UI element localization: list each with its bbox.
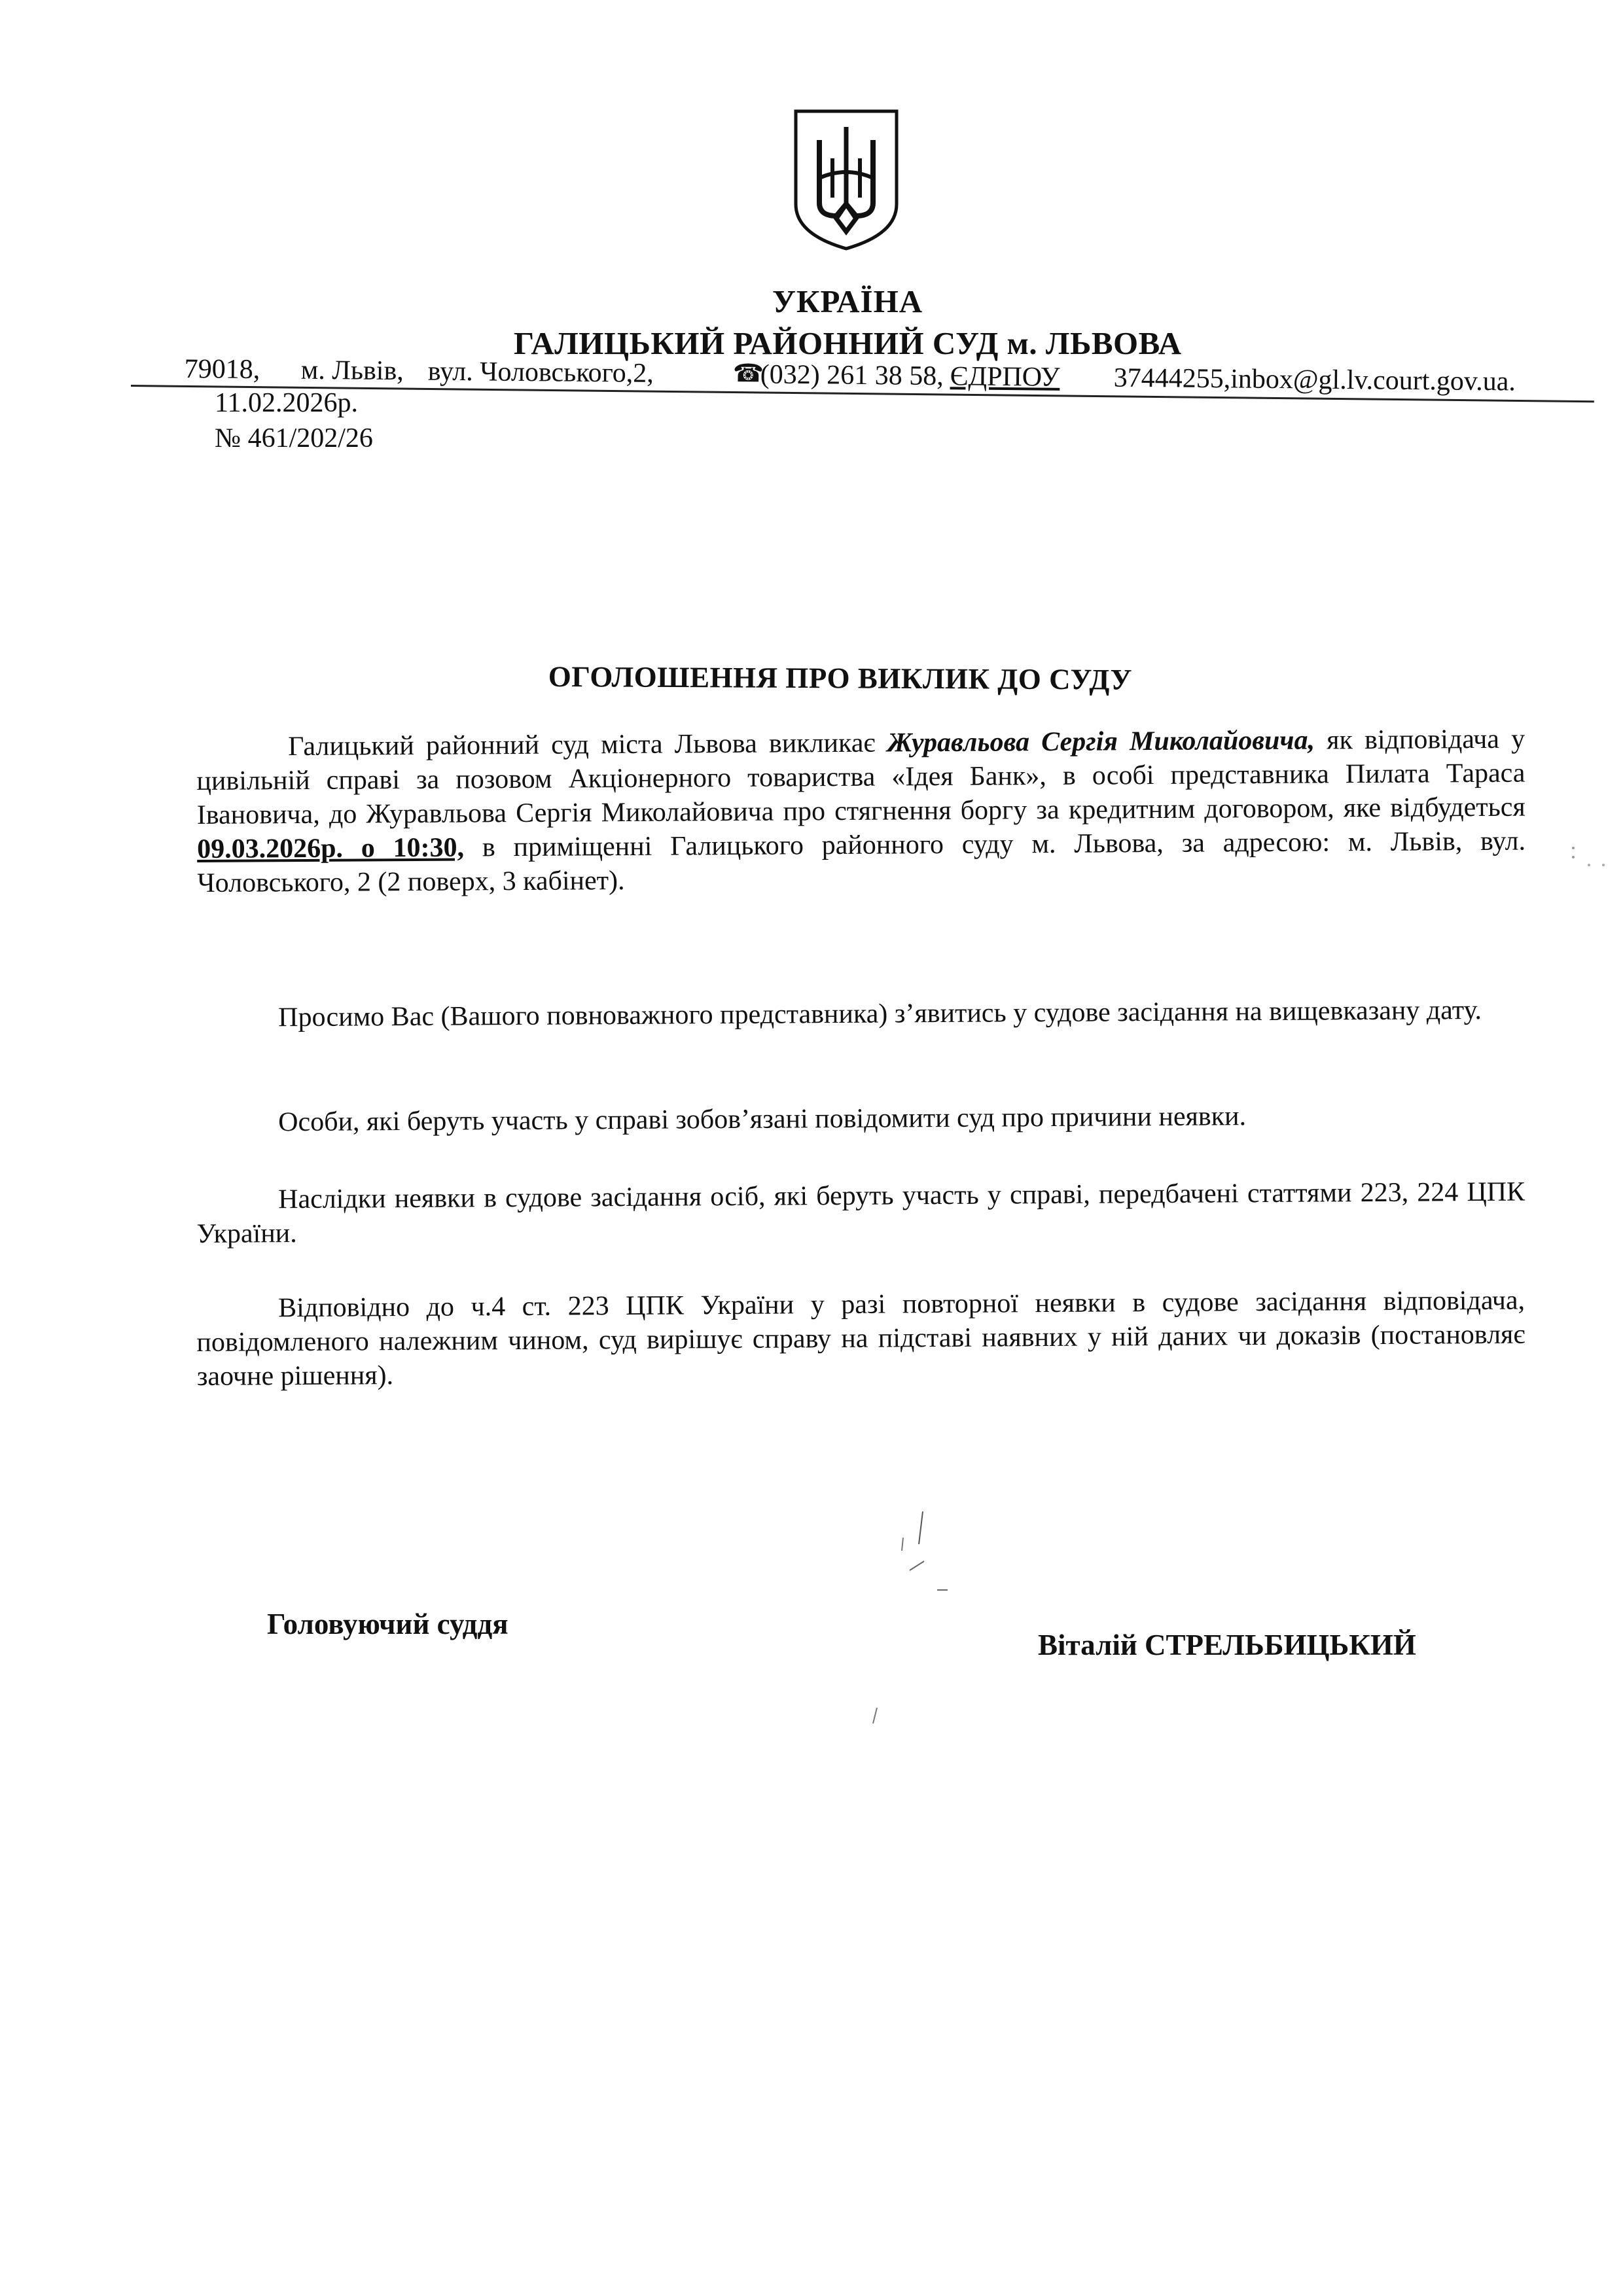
document-number: № 461/202/26 <box>215 423 373 453</box>
hearing-datetime: 09.03.2026р. о 10:30, <box>196 832 465 864</box>
judge-role: Головуючий суддя <box>267 1608 508 1640</box>
edrpou-label: ЄДРПОУ <box>950 361 1060 393</box>
court-name-heading: ГАЛИЦЬКИЙ РАЙОННИЙ СУД м. ЛЬВОВА <box>514 325 1182 361</box>
summons-intro: Галицький районний суд міста Львова викликає <box>288 728 887 762</box>
summons-case-details: як відповідача у цивільній справі за позовом Акціонерного товариства «Ідея Банк», в особі представника Пилата Тараса Івановича, до Журавльова Сергія Миколайовича про стягнення боргу за кредитним договором, яке відбудеться <box>196 724 1525 830</box>
scan-artifact <box>1569 845 1609 869</box>
postal-code: 79018, <box>184 353 260 385</box>
address-street: вул. Чоловського,2, <box>427 356 654 389</box>
defendant-name: Журавльова Сергія Миколайовича, <box>887 725 1315 758</box>
edrpou-email: 37444255,inbox@gl.lv.court.gov.ua. <box>1113 362 1516 397</box>
phone-number: (032) 261 38 58, <box>760 359 944 392</box>
tryzub-icon <box>791 106 902 253</box>
document-title: ОГОЛОШЕННЯ ПРО ВИКЛИК ДО СУДУ <box>548 660 1133 696</box>
paragraph-default-judgment: Відповідно до ч.4 ст. 223 ЦПК України у разі повторної неявки в судове засідання відповідача, повідомленого належним чином, суд вирішує справу на підставі наявних у ній даних чи доказів (постановляє заочне рішення). <box>196 1285 1525 1392</box>
telephone-icon: ☎ <box>732 360 764 388</box>
document-date: 11.02.2026р. <box>215 388 358 418</box>
paragraph-request: Просимо Вас (Вашого повноважного представника) з’явитись у судове засідання на вищевказану дату. <box>278 995 1482 1033</box>
handwritten-signature <box>864 1498 969 1734</box>
judge-name: Віталій СТРЕЛЬБИЦЬКИЙ <box>1038 1629 1416 1661</box>
court-address-line <box>184 353 1598 413</box>
paragraph-obligation: Особи, які беруть участь у справі зобов’язані повідомити суд про причини неявки. <box>278 1101 1247 1138</box>
paragraph-consequences: Наслідки неявки в судове засідання осіб, які беруть участь у справі, передбачені статтями 223, 224 ЦПК України. <box>196 1176 1525 1249</box>
paragraph-summons <box>196 722 1526 900</box>
summons-location: в приміщенні Галицького районного суду м. Львова, за адресою: м. Львів, вул. Чоловського, 2 (2 поверх, 3 кабінет). <box>197 826 1526 898</box>
address-city: м. Львів, <box>300 355 404 387</box>
country-heading: УКРАЇНА <box>772 283 923 319</box>
